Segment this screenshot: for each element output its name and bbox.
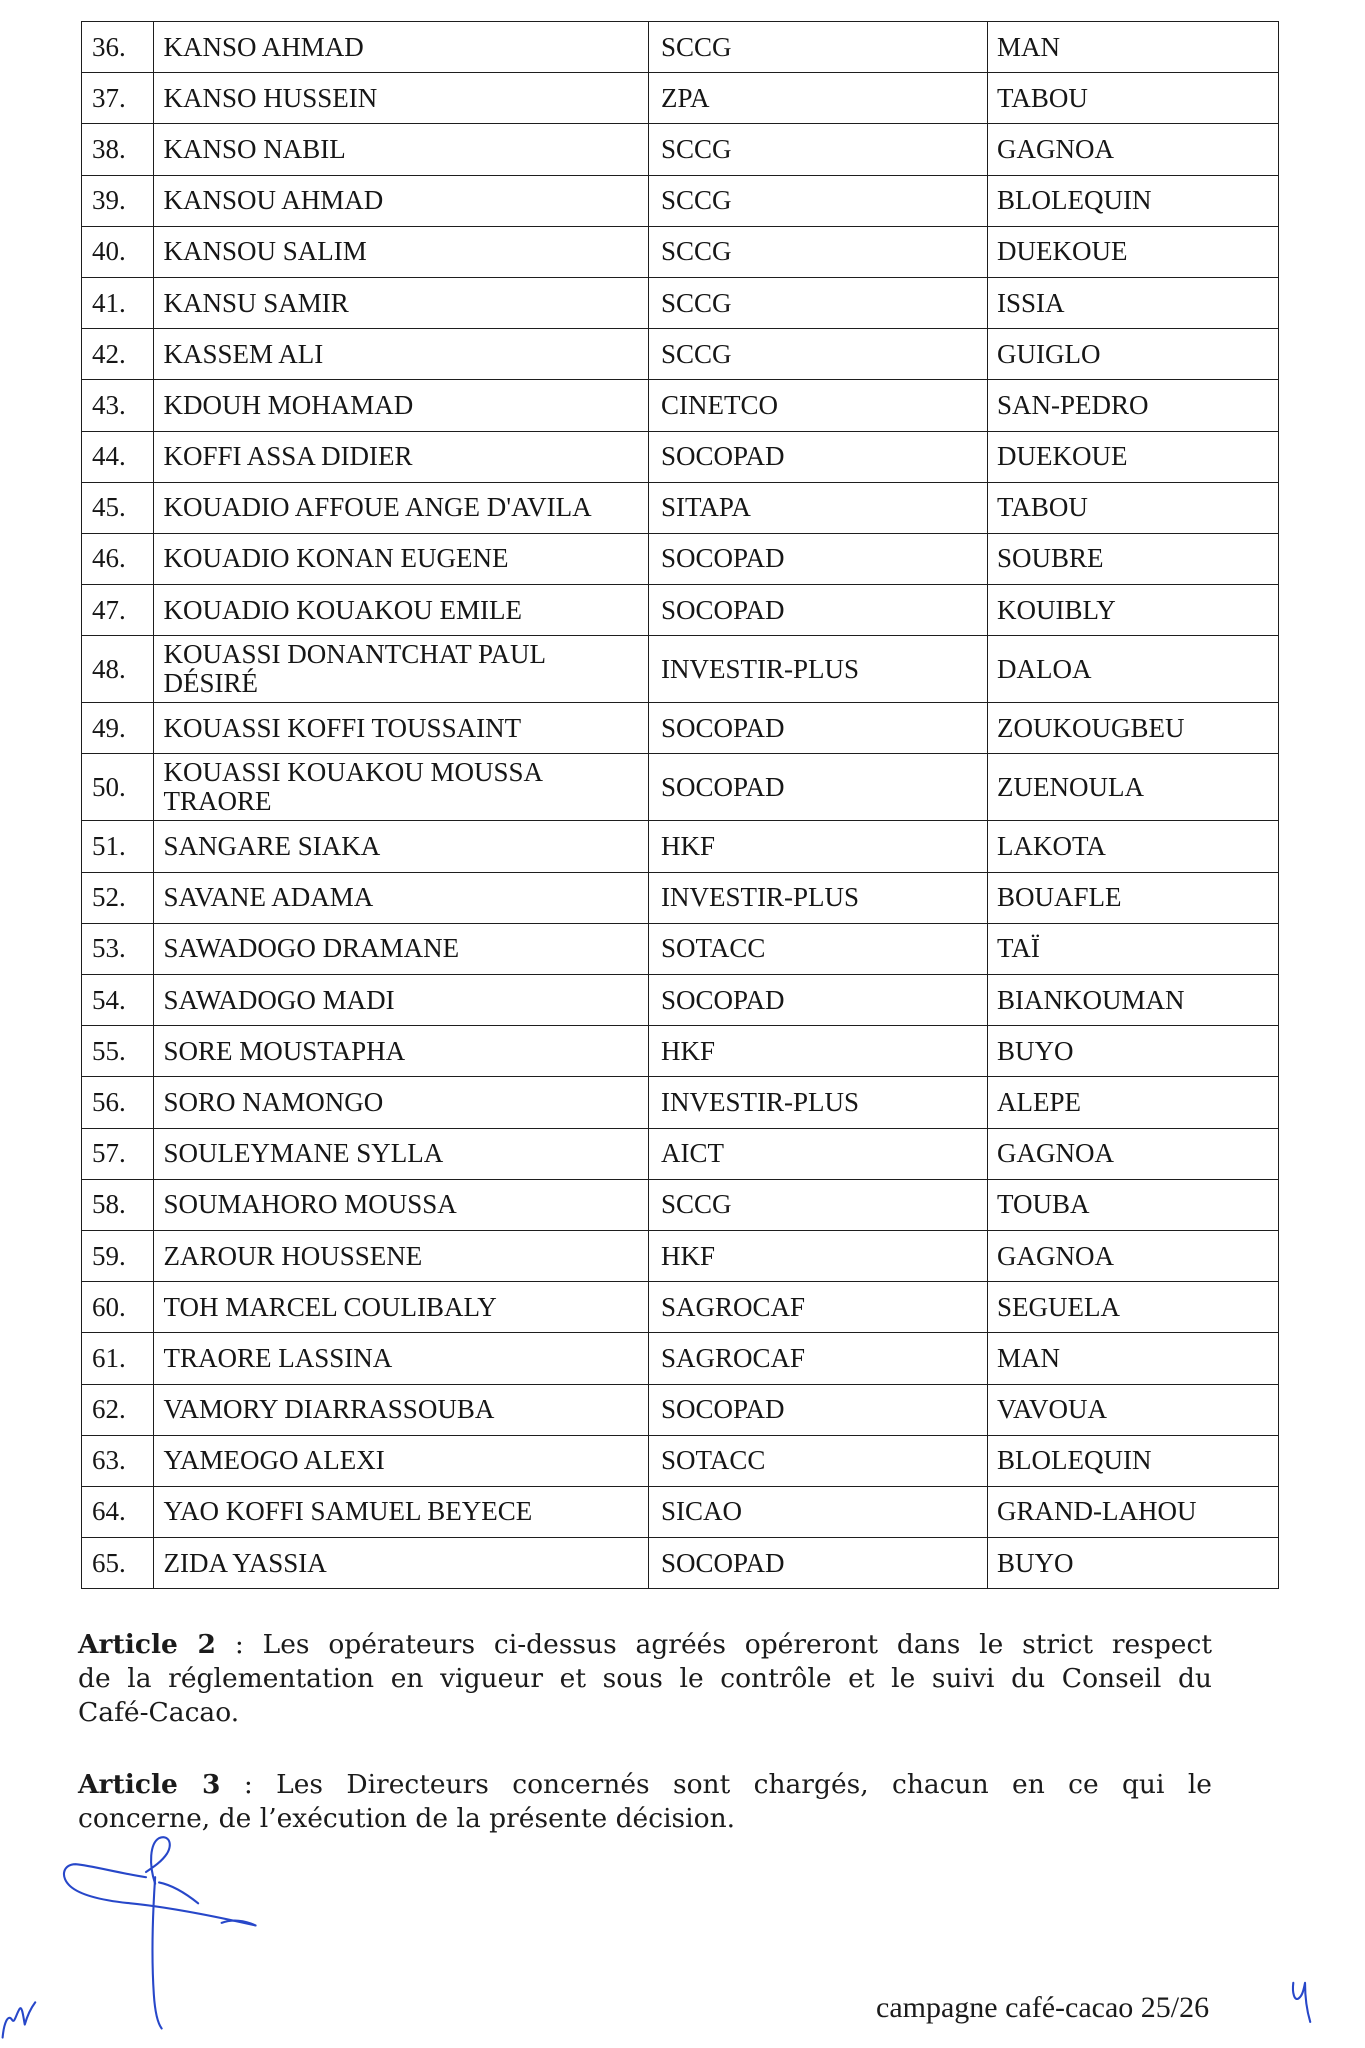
operator-name: KOUASSI DONANTCHAT PAUL DÉSIRÉ (153, 636, 649, 703)
table-row (82, 754, 1279, 821)
table-row (82, 329, 1279, 380)
initials-left (3, 2002, 36, 2037)
row-number: 60. (82, 1282, 154, 1333)
operator-name: SAWADOGO MADI (153, 975, 649, 1026)
location-name: DUEKOUE (988, 226, 1279, 277)
table-row (82, 585, 1279, 636)
operator-name: ZAROUR HOUSSENE (153, 1230, 649, 1281)
table-row (82, 482, 1279, 533)
row-number: 50. (82, 754, 154, 821)
company-name: SOCOPAD (649, 431, 988, 482)
company-name: SOCOPAD (649, 754, 988, 821)
location-name: BIANKOUMAN (988, 975, 1279, 1026)
location-name: VAVOUA (988, 1384, 1279, 1435)
company-name: INVESTIR-PLUS (649, 636, 988, 703)
row-number: 45. (82, 482, 154, 533)
location-name: ZUENOULA (988, 754, 1279, 821)
location-name: TABOU (988, 73, 1279, 124)
signature-loop (64, 1864, 256, 1925)
article-text: Les opérateurs ci-dessus agréés opéreront dans le strict respect (262, 1629, 1212, 1660)
location-name: GUIGLO (988, 329, 1279, 380)
operator-name: ZIDA YASSIA (153, 1538, 649, 1589)
operator-name: SANGARE SIAKA (153, 821, 649, 872)
company-name: SOCOPAD (649, 703, 988, 754)
row-number: 36. (82, 22, 154, 73)
location-name: GAGNOA (988, 1230, 1279, 1281)
company-name: INVESTIR-PLUS (649, 872, 988, 923)
operator-name: SORO NAMONGO (153, 1077, 649, 1128)
company-name: SOTACC (649, 1435, 988, 1486)
table-row (82, 923, 1279, 974)
table-row (82, 1077, 1279, 1128)
company-name: AICT (649, 1128, 988, 1179)
operator-name: SOULEYMANE SYLLA (153, 1128, 649, 1179)
location-name: BLOLEQUIN (988, 1435, 1279, 1486)
signature-stroke (159, 1882, 198, 1903)
operator-name: TOH MARCEL COULIBALY (153, 1282, 649, 1333)
company-name: SCCG (649, 175, 988, 226)
location-name: ZOUKOUGBEU (988, 703, 1279, 754)
operator-name: SAWADOGO DRAMANE (153, 923, 649, 974)
location-name: SAN-PEDRO (988, 380, 1279, 431)
location-name: TOUBA (988, 1179, 1279, 1230)
company-name: SITAPA (649, 482, 988, 533)
row-number: 52. (82, 872, 154, 923)
table-row (82, 1179, 1279, 1230)
operator-name: KANSU SAMIR (153, 277, 649, 328)
row-number: 62. (82, 1384, 154, 1435)
approved-operators-table (81, 21, 1279, 1589)
table-row (82, 872, 1279, 923)
row-number: 46. (82, 533, 154, 584)
location-name: LAKOTA (988, 821, 1279, 872)
table-row (82, 1230, 1279, 1281)
article-3 (78, 1768, 1212, 1836)
operator-name: KANSO NABIL (153, 124, 649, 175)
operator-name: KOUASSI KOFFI TOUSSAINT (153, 703, 649, 754)
article-colon: : (234, 1629, 244, 1660)
company-name: SCCG (649, 226, 988, 277)
operator-name: KASSEM ALI (153, 329, 649, 380)
row-number: 53. (82, 923, 154, 974)
operator-name: KANSOU AHMAD (153, 175, 649, 226)
table-row (82, 1128, 1279, 1179)
company-name: SOCOPAD (649, 1538, 988, 1589)
row-number: 41. (82, 277, 154, 328)
article-2-line-3: Café-Cacao. (78, 1697, 240, 1728)
article-2-line-2: de la réglementation en vigueur et sous le contrôle et le suivi du Conseil du (78, 1663, 1212, 1694)
location-name: MAN (988, 1333, 1279, 1384)
table-row (82, 975, 1279, 1026)
row-number: 51. (82, 821, 154, 872)
company-name: SOCOPAD (649, 975, 988, 1026)
location-name: BLOLEQUIN (988, 175, 1279, 226)
row-number: 54. (82, 975, 154, 1026)
company-name: INVESTIR-PLUS (649, 1077, 988, 1128)
operator-name: SOUMAHORO MOUSSA (153, 1179, 649, 1230)
table-row (82, 1384, 1279, 1435)
location-name: DUEKOUE (988, 431, 1279, 482)
table-row (82, 1435, 1279, 1486)
article-2-line-1 (78, 1628, 1212, 1662)
company-name: SAGROCAF (649, 1282, 988, 1333)
row-number: 65. (82, 1538, 154, 1589)
article-3-line-2: concerne, de l’exécution de la présente décision. (78, 1803, 736, 1834)
location-name: GAGNOA (988, 1128, 1279, 1179)
company-name: ZPA (649, 73, 988, 124)
initials-right (1293, 1983, 1310, 2022)
row-number: 57. (82, 1128, 154, 1179)
operator-name: YAMEOGO ALEXI (153, 1435, 649, 1486)
table-row (82, 431, 1279, 482)
table-row (82, 277, 1279, 328)
table-row (82, 73, 1279, 124)
table-row (82, 380, 1279, 431)
operator-name: TRAORE LASSINA (153, 1333, 649, 1384)
table-row (82, 1538, 1279, 1589)
location-name: GRAND-LAHOU (988, 1486, 1279, 1537)
row-number: 44. (82, 431, 154, 482)
table-row (82, 1333, 1279, 1384)
location-name: DALOA (988, 636, 1279, 703)
location-name: BUYO (988, 1026, 1279, 1077)
article-label: Article 2 (78, 1629, 216, 1660)
operator-name: KOUASSI KOUAKOU MOUSSA TRAORE (153, 754, 649, 821)
location-name: BUYO (988, 1538, 1279, 1589)
operator-name: YAO KOFFI SAMUEL BEYECE (153, 1486, 649, 1537)
company-name: SCCG (649, 329, 988, 380)
company-name: SOTACC (649, 923, 988, 974)
signature (64, 1837, 256, 2028)
row-number: 37. (82, 73, 154, 124)
company-name: SCCG (649, 277, 988, 328)
company-name: SCCG (649, 22, 988, 73)
operator-name: KOUADIO AFFOUE ANGE D'AVILA (153, 482, 649, 533)
signature-top-hook (146, 1837, 170, 1884)
row-number: 56. (82, 1077, 154, 1128)
location-name: KOUIBLY (988, 585, 1279, 636)
operator-name: KANSO AHMAD (153, 22, 649, 73)
operator-name: SAVANE ADAMA (153, 872, 649, 923)
table-row (82, 636, 1279, 703)
company-name: CINETCO (649, 380, 988, 431)
company-name: SOCOPAD (649, 585, 988, 636)
row-number: 42. (82, 329, 154, 380)
article-2 (78, 1628, 1212, 1730)
operator-name: VAMORY DIARRASSOUBA (153, 1384, 649, 1435)
company-name: SAGROCAF (649, 1333, 988, 1384)
row-number: 49. (82, 703, 154, 754)
location-name: BOUAFLE (988, 872, 1279, 923)
article-3-line-1 (78, 1768, 1212, 1802)
operator-name: KANSO HUSSEIN (153, 73, 649, 124)
table-row (82, 533, 1279, 584)
location-name: SEGUELA (988, 1282, 1279, 1333)
operator-name: KOFFI ASSA DIDIER (153, 431, 649, 482)
article-colon: : (243, 1769, 253, 1800)
table-row (82, 1486, 1279, 1537)
table-row (82, 703, 1279, 754)
table-body (82, 22, 1279, 1589)
campaign-footer: campagne café-cacao 25/26 (876, 1991, 1210, 2024)
operator-name: KANSOU SALIM (153, 226, 649, 277)
row-number: 43. (82, 380, 154, 431)
row-number: 63. (82, 1435, 154, 1486)
location-name: ALEPE (988, 1077, 1279, 1128)
company-name: SOCOPAD (649, 1384, 988, 1435)
table-row (82, 175, 1279, 226)
table-row (82, 226, 1279, 277)
location-name: TABOU (988, 482, 1279, 533)
row-number: 39. (82, 175, 154, 226)
row-number: 59. (82, 1230, 154, 1281)
row-number: 40. (82, 226, 154, 277)
operator-name: SORE MOUSTAPHA (153, 1026, 649, 1077)
row-number: 55. (82, 1026, 154, 1077)
table-row (82, 1026, 1279, 1077)
operator-name: KDOUH MOHAMAD (153, 380, 649, 431)
company-name: SCCG (649, 124, 988, 175)
signature-stem (152, 1877, 161, 2028)
table-row (82, 124, 1279, 175)
table-row (82, 821, 1279, 872)
table-row (82, 22, 1279, 73)
location-name: ISSIA (988, 277, 1279, 328)
row-number: 58. (82, 1179, 154, 1230)
row-number: 61. (82, 1333, 154, 1384)
row-number: 47. (82, 585, 154, 636)
company-name: HKF (649, 821, 988, 872)
operator-name: KOUADIO KONAN EUGENE (153, 533, 649, 584)
row-number: 64. (82, 1486, 154, 1537)
company-name: HKF (649, 1026, 988, 1077)
row-number: 48. (82, 636, 154, 703)
operator-name: KOUADIO KOUAKOU EMILE (153, 585, 649, 636)
company-name: HKF (649, 1230, 988, 1281)
location-name: SOUBRE (988, 533, 1279, 584)
company-name: SOCOPAD (649, 533, 988, 584)
row-number: 38. (82, 124, 154, 175)
company-name: SICAO (649, 1486, 988, 1537)
location-name: MAN (988, 22, 1279, 73)
company-name: SCCG (649, 1179, 988, 1230)
location-name: TAÏ (988, 923, 1279, 974)
article-label: Article 3 (78, 1769, 221, 1800)
article-text: Les Directeurs concernés sont chargés, chacun en ce qui le (276, 1769, 1212, 1800)
location-name: GAGNOA (988, 124, 1279, 175)
table-row (82, 1282, 1279, 1333)
signature-tail (222, 1921, 256, 1926)
